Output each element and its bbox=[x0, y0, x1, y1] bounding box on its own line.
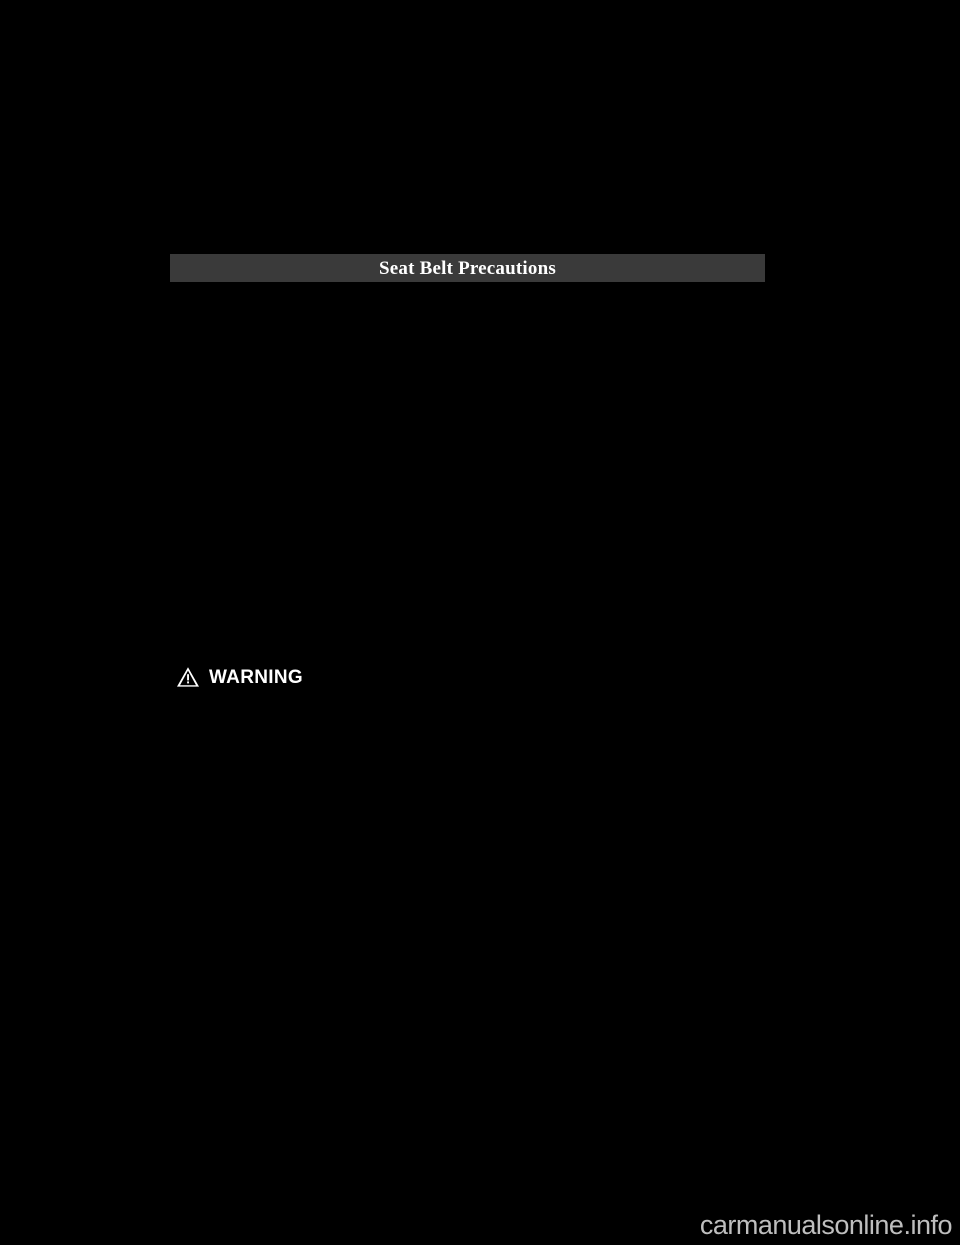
section-heading-bar bbox=[170, 254, 765, 282]
watermark: carmanualsonline.info bbox=[699, 1210, 952, 1240]
warning-triangle-icon bbox=[176, 666, 200, 688]
page-title: Seat Belt Precautions bbox=[379, 257, 556, 279]
warning-label: WARNING bbox=[209, 666, 303, 688]
warning-block bbox=[176, 666, 303, 688]
